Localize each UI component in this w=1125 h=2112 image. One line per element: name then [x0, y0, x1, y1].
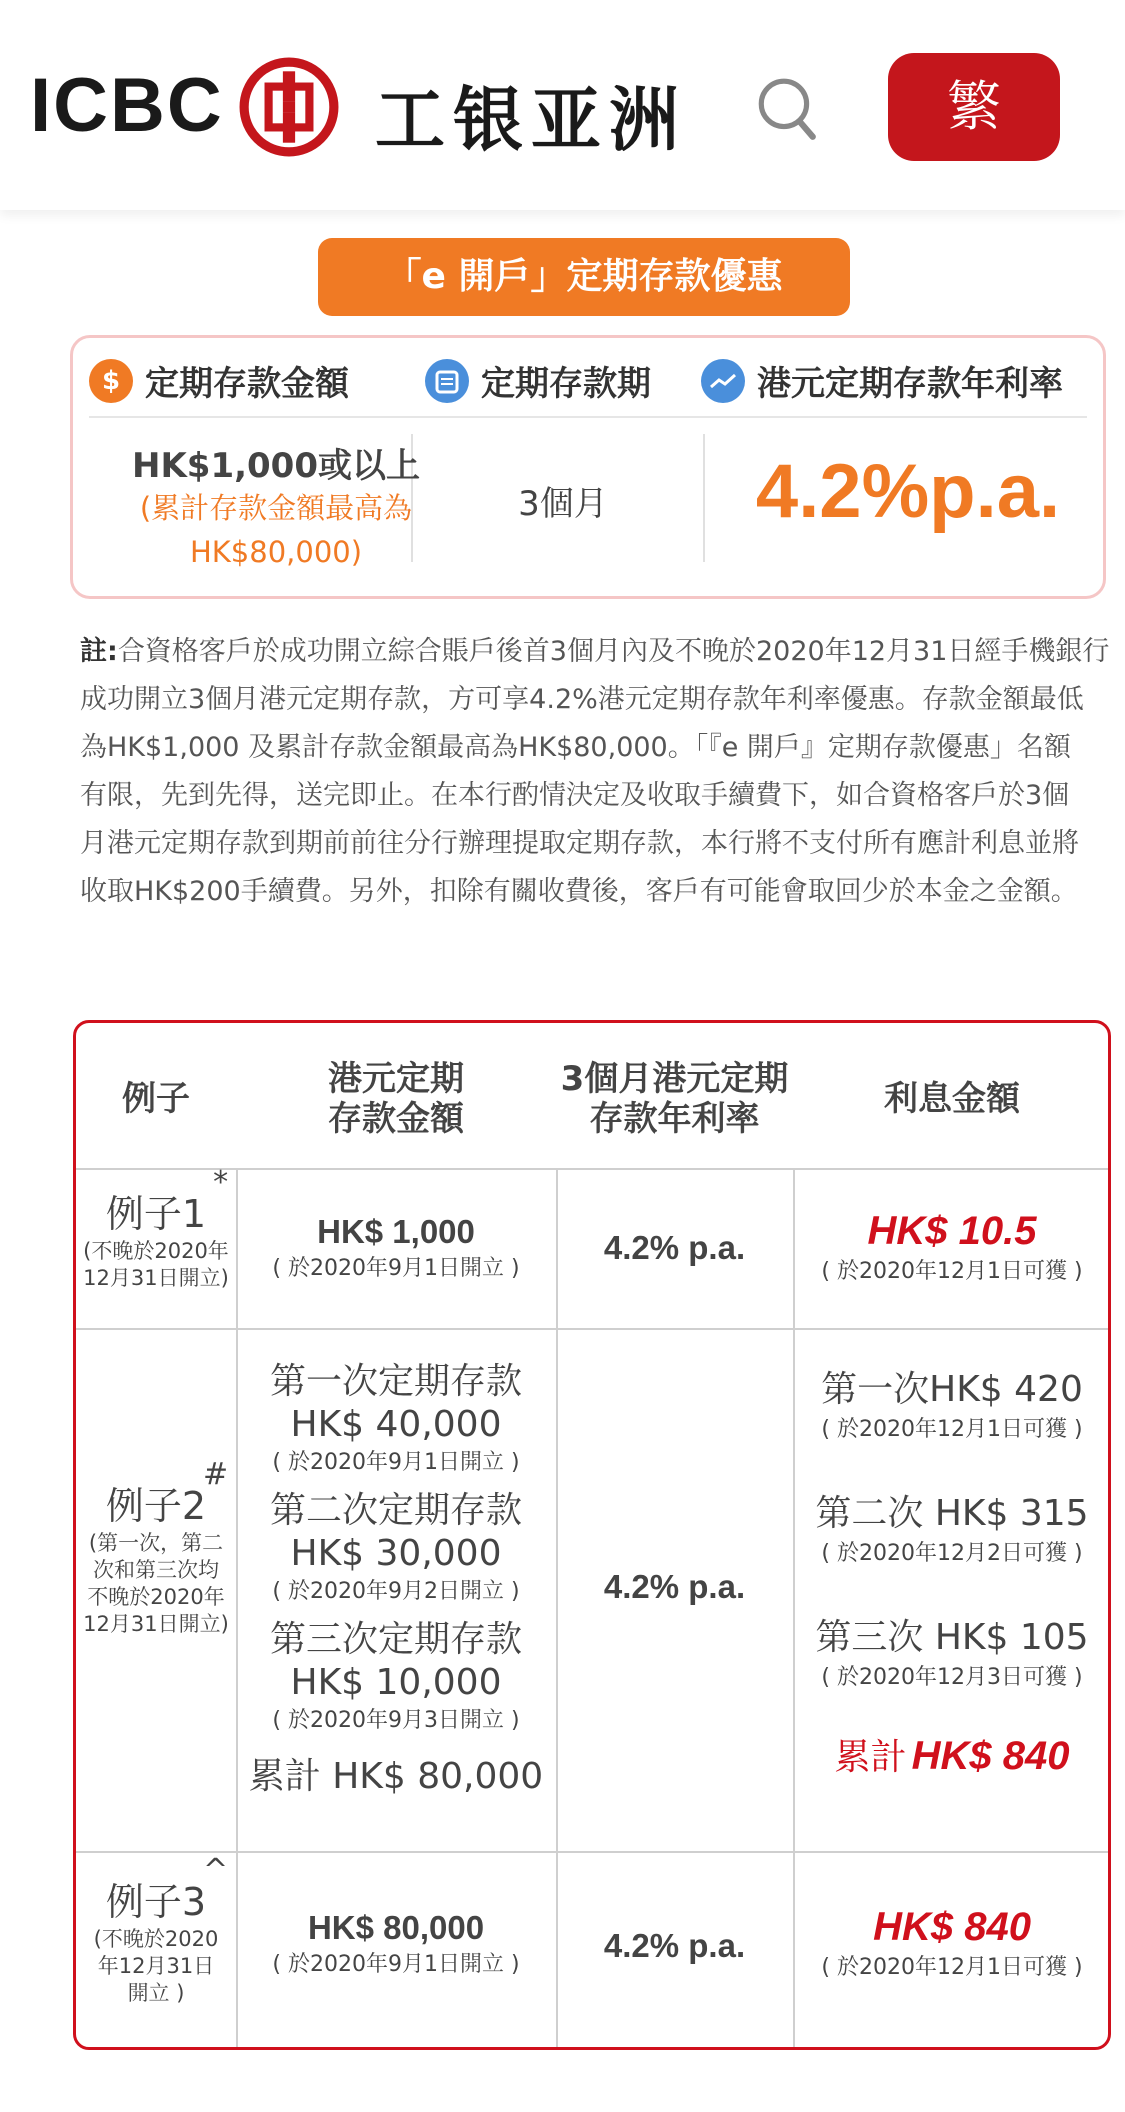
term-value: 3個月: [518, 484, 608, 524]
example2-label-text: 例子2: [105, 1484, 207, 1528]
note-line: 月港元定期存款到期前前往分行辦理提取定期存款，本行將不支付所有應計利息並將: [80, 828, 1079, 859]
icbc-logo-text[interactable]: ICBC: [30, 63, 224, 148]
interest-total: [793, 1729, 1111, 1780]
min-amount: HK$1,000或以上: [131, 446, 420, 486]
example2-rate-cell: [556, 1568, 793, 1606]
rate-header-label: 港元定期存款年利率: [757, 364, 1063, 404]
footnote-marker: *: [213, 1165, 229, 1200]
interest1-date: ( 於2020年12月1日可獲 ): [821, 1417, 1083, 1442]
example3-note: (不晚於2020: [93, 1927, 219, 1951]
header-amount: [236, 1059, 556, 1139]
header-rate-line1: 3個月港元定期: [560, 1059, 789, 1099]
deposit3-amount: HK$ 10,000: [290, 1662, 502, 1703]
example2-interest-cell: [793, 1361, 1111, 1780]
deposit2-title: 第二次定期存款: [269, 1490, 522, 1531]
top-header: [0, 0, 1125, 210]
header-amount-line1: 港元定期: [328, 1059, 464, 1099]
example3-rate: 4.2% p.a.: [603, 1927, 746, 1964]
deposit2-date: ( 於2020年9月2日開立 ): [272, 1579, 520, 1604]
footnote-marker: #: [202, 1457, 229, 1492]
example3-label-text: 例子3: [105, 1880, 207, 1924]
deposit1-date: ( 於2020年9月1日開立 ): [272, 1450, 520, 1475]
header-example: 例子: [122, 1079, 190, 1119]
example2-note: 次和第三次均: [93, 1558, 219, 1582]
interest3: 第三次 HK$ 105: [815, 1617, 1089, 1658]
example1-interest-date: ( 於2020年12月1日可獲 ): [821, 1259, 1083, 1284]
header-interest: 利息金額: [884, 1079, 1020, 1119]
deposit2-amount: HK$ 30,000: [290, 1533, 502, 1574]
footnote-marker: ^: [202, 1853, 229, 1888]
term-header: [425, 356, 651, 405]
term-header-label: 定期存款期: [481, 364, 651, 404]
example3-note: 開立 ): [127, 1981, 185, 2005]
col-divider: [556, 1168, 558, 2047]
example3-rate-cell: [556, 1927, 793, 1965]
example1-label: [105, 1165, 229, 1238]
example3-note: 年12月31日: [97, 1954, 215, 1978]
note-line: 合資格客戶於成功開立綜合賬戶後首3個月內及不晚於2020年12月31日經手機銀行: [117, 636, 1110, 667]
deposit-total: 累計 HK$ 80,000: [248, 1756, 544, 1797]
example1-amount: HK$ 1,000: [317, 1213, 475, 1250]
example1-open-date: ( 於2020年9月1日開立 ): [272, 1256, 520, 1281]
interest3-date: ( 於2020年12月3日可獲 ): [821, 1665, 1083, 1690]
example1-cell: [76, 1165, 236, 1292]
deposit1-amount: HK$ 40,000: [290, 1404, 502, 1445]
interest-example-table: [73, 1020, 1111, 2050]
example2-note: (第一次，第二: [88, 1531, 224, 1555]
terms-note: [80, 628, 1116, 916]
example1-interest-cell: [793, 1209, 1111, 1285]
example2-label: [105, 1457, 229, 1530]
row-divider: [76, 1328, 1108, 1330]
deposit3-title: 第三次定期存款: [269, 1619, 522, 1660]
example2-cell: [76, 1457, 236, 1638]
calendar-icon: [425, 359, 469, 403]
example3-label: [105, 1853, 229, 1926]
note-prefix: 註:: [80, 636, 118, 667]
example1-note: 12月31日開立): [83, 1266, 229, 1290]
note-line: 成功開立3個月港元定期存款，方可享4.2%港元定期存款年利率優惠。存款金額最低: [80, 684, 1084, 715]
example2-rate: 4.2% p.a.: [603, 1568, 746, 1605]
rate-header: [701, 356, 1063, 405]
trend-up-icon: [701, 359, 745, 403]
interest-total-label: 累計: [834, 1737, 907, 1778]
example1-rate: 4.2% p.a.: [603, 1229, 746, 1266]
promo-rate: 4.2%p.a.: [755, 449, 1061, 534]
row-divider: [76, 1168, 1108, 1170]
note-line: 為HK$1,000 及累計存款金額最高為HK$80,000。「『e 開戶』定期存款優惠」名額: [80, 732, 1071, 763]
language-toggle-button[interactable]: 繁: [888, 53, 1060, 161]
example1-note: (不晚於2020年: [83, 1239, 229, 1263]
example2-amount-cell: [236, 1353, 556, 1799]
example1-amount-cell: [236, 1213, 556, 1282]
divider: [89, 416, 1087, 418]
header-rate: [556, 1059, 793, 1139]
example3-cell: [76, 1853, 236, 2007]
max-amount-note-line1: (累計存款金額最高為: [139, 491, 413, 525]
header-amount-line2: 存款金額: [328, 1099, 464, 1139]
header-rate-line2: 存款年利率: [589, 1099, 760, 1139]
dollar-icon: $: [89, 359, 133, 403]
example3-interest: HK$ 840: [873, 1905, 1031, 1949]
icbc-asia-logo-cn[interactable]: 工银亚洲: [375, 79, 687, 161]
amount-header: [89, 356, 349, 405]
amount-header-label: 定期存款金額: [145, 364, 349, 404]
example3-amount-cell: [236, 1909, 556, 1978]
deposit1-title: 第一次定期存款: [269, 1361, 522, 1402]
example1-rate-cell: [556, 1229, 793, 1267]
example3-open-date: ( 於2020年9月1日開立 ): [272, 1952, 520, 1977]
icbc-logo-icon[interactable]: [238, 56, 340, 158]
example2-note: 不晚於2020年: [87, 1585, 225, 1609]
interest2-date: ( 於2020年12月2日可獲 ): [821, 1541, 1083, 1566]
row-divider: [76, 1851, 1108, 1853]
example3-amount: HK$ 80,000: [307, 1909, 485, 1946]
search-icon[interactable]: [755, 75, 817, 143]
interest1: 第一次HK$ 420: [821, 1369, 1083, 1410]
example1-label-text: 例子1: [105, 1192, 207, 1236]
example1-interest: HK$ 10.5: [867, 1209, 1037, 1253]
deposit3-date: ( 於2020年9月3日開立 ): [272, 1708, 520, 1733]
max-amount-note-line2: HK$80,000): [189, 535, 363, 569]
example3-interest-date: ( 於2020年12月1日可獲 ): [821, 1955, 1083, 1980]
note-line: 收取HK$200手續費。另外，扣除有關收費後，客戶有可能會取回少於本金之金額。: [80, 876, 1078, 907]
example2-note: 12月31日開立): [83, 1612, 229, 1636]
note-line: 有限，先到先得，送完即止。在本行酌情決定及收取手續費下，如合資格客戶於3個: [80, 780, 1070, 811]
interest2: 第二次 HK$ 315: [815, 1493, 1089, 1534]
interest-total-value: HK$ 840: [911, 1734, 1070, 1778]
promo-title: 「e 開戶」定期存款優惠: [318, 238, 850, 316]
max-amount-note: [93, 486, 459, 574]
example3-interest-cell: [793, 1905, 1111, 1981]
promo-summary-box: [70, 335, 1106, 599]
